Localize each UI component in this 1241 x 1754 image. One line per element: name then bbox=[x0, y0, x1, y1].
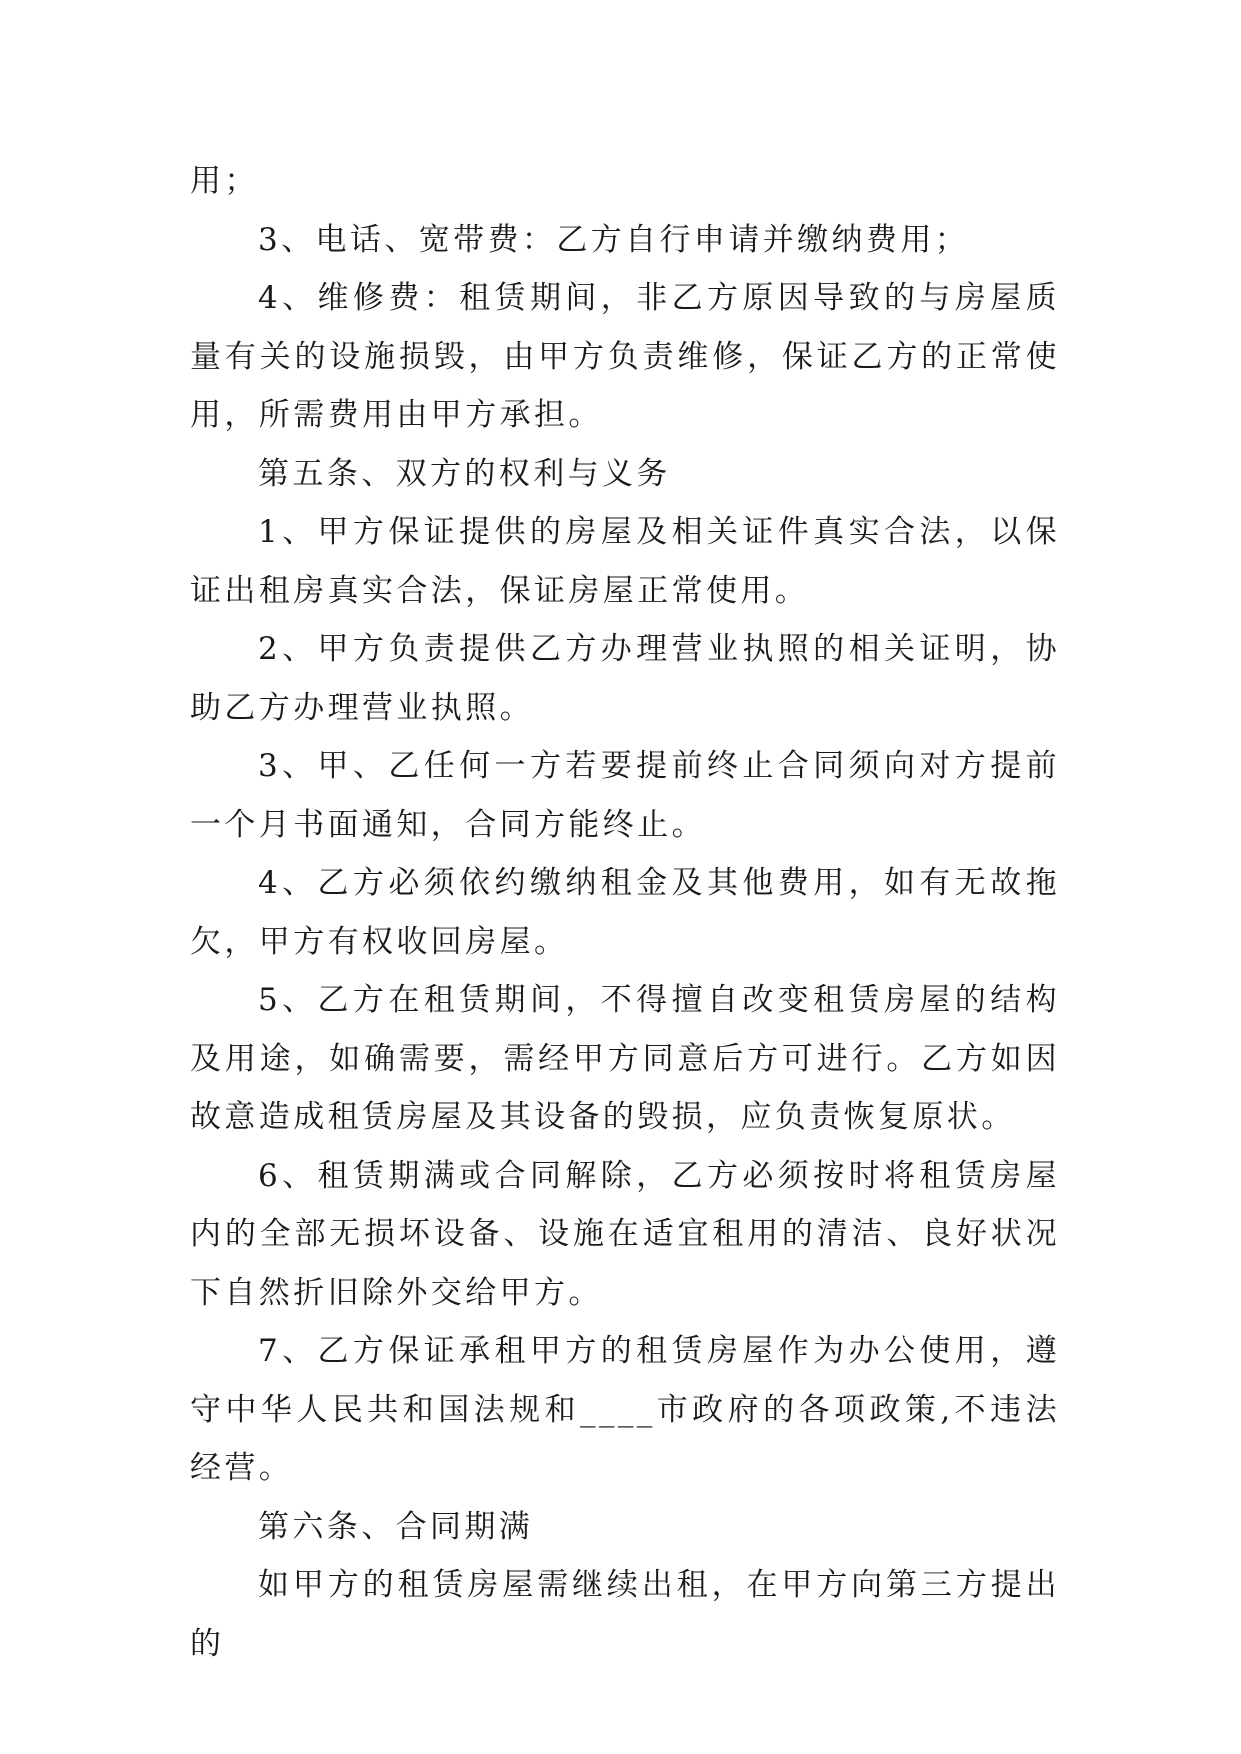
section-heading-article-6: 第六条、合同期满 bbox=[258, 1508, 534, 1545]
paragraph-rights-4: 4、乙方必须依约缴纳租金及其他费用，如有无故拖欠，甲方有权收回房屋。 bbox=[190, 865, 1060, 960]
paragraph-continuation: 用； bbox=[190, 163, 259, 199]
paragraph-rights-2: 2、甲方负责提供乙方办理营业执照的相关证明，协助乙方办理营业执照。 bbox=[190, 631, 1060, 726]
paragraph-maintenance-fee: 4、维修费：租赁期间，非乙方原因导致的与房屋质量有关的设施损毁，由甲方负责维修，保证乙方的正常使用，所需费用由甲方承担。 bbox=[190, 280, 1060, 433]
paragraph-rights-6: 6、租赁期满或合同解除，乙方必须按时将租赁房屋内的全部无损坏设备、设施在适宜租用的清洁、良好状况下自然折旧除外交给甲方。 bbox=[190, 1157, 1060, 1311]
paragraph-contract-expiry: 如甲方的租赁房屋需继续出租，在甲方向第三方提出的 bbox=[190, 1567, 1060, 1662]
paragraph-phone-broadband-fee: 3、电话、宽带费：乙方自行申请并缴纳费用； bbox=[258, 221, 970, 258]
paragraph-rights-1: 1、甲方保证提供的房屋及相关证件真实合法，以保证出租房真实合法，保证房屋正常使用。 bbox=[190, 514, 1060, 609]
section-heading-article-5: 第五条、双方的权利与义务 bbox=[258, 455, 671, 492]
paragraph-rights-7: 7、乙方保证承租甲方的租赁房屋作为办公使用，遵守中华人民共和国法规和____市政府的各项政策,不违法经营。 bbox=[190, 1333, 1060, 1486]
paragraph-rights-5: 5、乙方在租赁期间，不得擅自改变租赁房屋的结构及用途，如确需要，需经甲方同意后方可进行。乙方如因故意造成租赁房屋及其设备的毁损，应负责恢复原状。 bbox=[190, 982, 1060, 1135]
contract-body bbox=[190, 152, 1060, 1673]
paragraph-rights-3: 3、甲、乙任何一方若要提前终止合同须向对方提前一个月书面通知，合同方能终止。 bbox=[190, 748, 1060, 843]
